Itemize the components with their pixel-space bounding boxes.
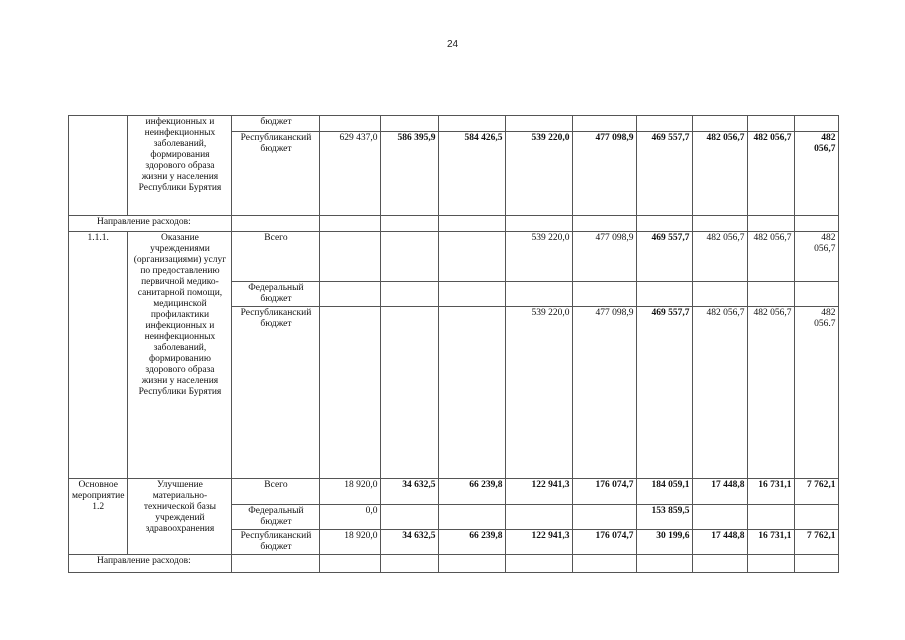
section-row xyxy=(69,555,839,573)
year-value-cell: 482 056,7 xyxy=(748,307,795,479)
empty-cell xyxy=(320,216,381,232)
activity-code: Основное мероприятие 1.2 xyxy=(69,479,128,555)
year-value-cell: 66 239,8 xyxy=(439,530,506,555)
funding-source: Всего xyxy=(232,479,320,505)
empty-cell xyxy=(506,216,573,232)
year-value-cell: 482 056,7 xyxy=(795,232,839,282)
activity-code: 1.1.1. xyxy=(69,232,128,479)
year-value-cell: 482 056.7 xyxy=(795,307,839,479)
empty-cell xyxy=(232,555,320,573)
year-value-cell xyxy=(439,232,506,282)
year-value-cell: 539 220,0 xyxy=(506,132,573,216)
year-value-cell xyxy=(439,116,506,132)
funding-source: бюджет xyxy=(232,116,320,132)
year-value-cell: 482 056,7 xyxy=(693,132,748,216)
year-value-cell: 482 056,7 xyxy=(693,232,748,282)
year-value-cell: 122 941,3 xyxy=(506,479,573,505)
year-value-cell: 176 074,7 xyxy=(573,530,637,555)
empty-cell xyxy=(573,555,637,573)
year-value-cell: 539 220,0 xyxy=(506,307,573,479)
year-value-cell xyxy=(748,282,795,307)
year-value-cell: 477 098,9 xyxy=(573,307,637,479)
table-row xyxy=(69,116,839,132)
year-value-cell xyxy=(506,505,573,530)
year-value-cell xyxy=(573,116,637,132)
table-body xyxy=(69,116,839,573)
year-value-cell xyxy=(381,282,439,307)
empty-cell xyxy=(693,555,748,573)
year-value-cell xyxy=(748,116,795,132)
year-value-cell xyxy=(795,505,839,530)
year-value-cell: 477 098,9 xyxy=(573,132,637,216)
year-value-cell xyxy=(381,505,439,530)
empty-cell xyxy=(748,555,795,573)
section-row xyxy=(69,216,839,232)
year-value-cell: 17 448,8 xyxy=(693,530,748,555)
empty-cell xyxy=(748,216,795,232)
year-value-cell xyxy=(381,116,439,132)
year-value-cell xyxy=(795,282,839,307)
year-value-cell: 584 426,5 xyxy=(439,132,506,216)
year-value-cell: 18 920,0 xyxy=(320,479,381,505)
year-value-cell xyxy=(506,282,573,307)
year-value-cell: 7 762,1 xyxy=(795,530,839,555)
year-value-cell xyxy=(693,282,748,307)
year-value-cell: 176 074,7 xyxy=(573,479,637,505)
empty-cell xyxy=(693,216,748,232)
year-value-cell: 539 220,0 xyxy=(506,232,573,282)
year-value-cell xyxy=(320,307,381,479)
empty-cell xyxy=(795,216,839,232)
empty-cell xyxy=(637,555,693,573)
funding-source: Федеральный бюджет xyxy=(232,505,320,530)
year-value-cell: 586 395,9 xyxy=(381,132,439,216)
year-value-cell: 66 239,8 xyxy=(439,479,506,505)
year-value-cell xyxy=(439,307,506,479)
year-value-cell: 469 557,7 xyxy=(637,232,693,282)
expense-direction-label: Направление расходов: xyxy=(69,555,232,573)
expense-direction-label: Направление расходов: xyxy=(69,216,232,232)
year-value-cell xyxy=(320,282,381,307)
year-value-cell: 17 448,8 xyxy=(693,479,748,505)
year-value-cell: 30 199,6 xyxy=(637,530,693,555)
year-value-cell xyxy=(637,116,693,132)
year-value-cell: 184 059,1 xyxy=(637,479,693,505)
year-value-cell: 629 437,0 xyxy=(320,132,381,216)
activity-name: инфекционных и неинфекционных заболеваний, формирования здорового образа жизни у населения Республики Бурятия xyxy=(128,116,232,216)
funding-source: Федеральный бюджет xyxy=(232,282,320,307)
empty-cell xyxy=(439,216,506,232)
year-value-cell: 34 632,5 xyxy=(381,530,439,555)
year-value-cell xyxy=(439,505,506,530)
year-value-cell: 469 557,7 xyxy=(637,307,693,479)
table-row xyxy=(69,232,839,282)
activity-name: Улучшение материально-технической базы учреждений здравоохранения xyxy=(128,479,232,555)
table-row xyxy=(69,479,839,505)
year-value-cell: 16 731,1 xyxy=(748,530,795,555)
year-value-cell: 469 557,7 xyxy=(637,132,693,216)
year-value-cell xyxy=(573,282,637,307)
activity-code xyxy=(69,116,128,216)
funding-source: Республиканский бюджет xyxy=(232,530,320,555)
year-value-cell: 16 731,1 xyxy=(748,479,795,505)
year-value-cell xyxy=(381,232,439,282)
year-value-cell xyxy=(506,116,573,132)
year-value-cell: 18 920,0 xyxy=(320,530,381,555)
empty-cell xyxy=(381,216,439,232)
year-value-cell xyxy=(381,307,439,479)
year-value-cell xyxy=(693,116,748,132)
year-value-cell: 482 056,7 xyxy=(693,307,748,479)
year-value-cell xyxy=(573,505,637,530)
page-number: 24 xyxy=(446,39,459,50)
empty-cell xyxy=(795,555,839,573)
year-value-cell xyxy=(320,232,381,282)
empty-cell xyxy=(506,555,573,573)
empty-cell xyxy=(573,216,637,232)
empty-cell xyxy=(232,216,320,232)
year-value-cell xyxy=(320,116,381,132)
funding-source: Всего xyxy=(232,232,320,282)
year-value-cell xyxy=(748,505,795,530)
year-value-cell xyxy=(439,282,506,307)
year-value-cell xyxy=(637,282,693,307)
year-value-cell: 482 056,7 xyxy=(748,232,795,282)
activity-name: Оказание учреждениями (организациями) услуг по предоставлению первичной медико-санитарной помощи, медицинской профилактики инфекционных и неинфекционных заболеваний, формированию здорового образа жизни у населения Республики Бурятия xyxy=(128,232,232,479)
year-value-cell: 482 056,7 xyxy=(748,132,795,216)
year-value-cell xyxy=(693,505,748,530)
funding-source: Республиканский бюджет xyxy=(232,307,320,479)
funding-source: Республиканский бюджет xyxy=(232,132,320,216)
empty-cell xyxy=(439,555,506,573)
budget-table xyxy=(68,115,839,573)
year-value-cell: 0,0 xyxy=(320,505,381,530)
year-value-cell: 7 762,1 xyxy=(795,479,839,505)
empty-cell xyxy=(381,555,439,573)
empty-cell xyxy=(320,555,381,573)
year-value-cell: 153 859,5 xyxy=(637,505,693,530)
year-value-cell xyxy=(795,116,839,132)
year-value-cell: 482 056,7 xyxy=(795,132,839,216)
year-value-cell: 34 632,5 xyxy=(381,479,439,505)
year-value-cell: 477 098,9 xyxy=(573,232,637,282)
year-value-cell: 122 941,3 xyxy=(506,530,573,555)
empty-cell xyxy=(637,216,693,232)
